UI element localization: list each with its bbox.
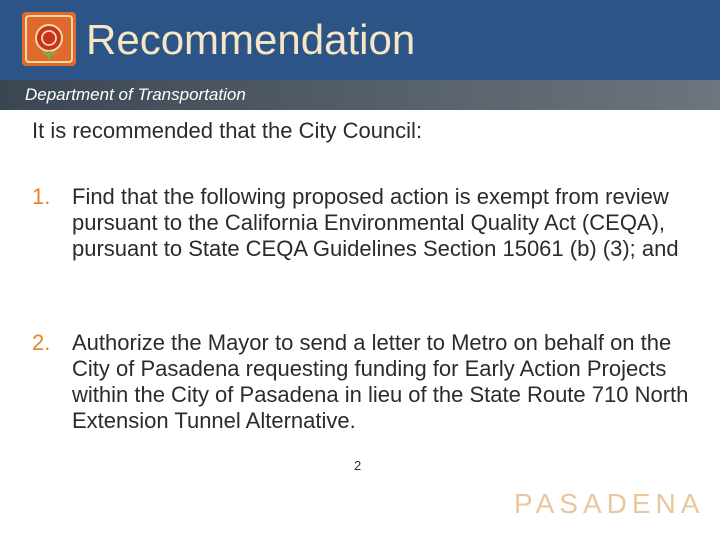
- list-item: [32, 184, 702, 294]
- page-number: 2: [354, 458, 362, 473]
- header-bar: [0, 0, 720, 80]
- pasadena-wordmark: PASADENA: [514, 488, 705, 519]
- list-text: Find that the following proposed action is exempt from review pursuant to the California Environmental Quality Act (CEQA), pursuant to State CEQA Guidelines Section 15061 (b) (3); and: [72, 184, 679, 261]
- department-subtitle: Department of Transportation: [25, 85, 246, 104]
- list-text: Authorize the Mayor to send a letter to Metro on behalf on the City of Pasadena requesting funding for Early Action Projects within the City of Pasadena in lieu of the State Route 710 North Extension Tunnel Alternative.: [72, 330, 689, 433]
- list-item: [32, 330, 702, 470]
- list-number: 1.: [32, 184, 51, 209]
- slide-title: Recommendation: [86, 16, 416, 63]
- intro-text: It is recommended that the City Council:: [32, 118, 423, 143]
- list-number: 2.: [32, 330, 51, 355]
- rose-logo-icon: [22, 12, 76, 66]
